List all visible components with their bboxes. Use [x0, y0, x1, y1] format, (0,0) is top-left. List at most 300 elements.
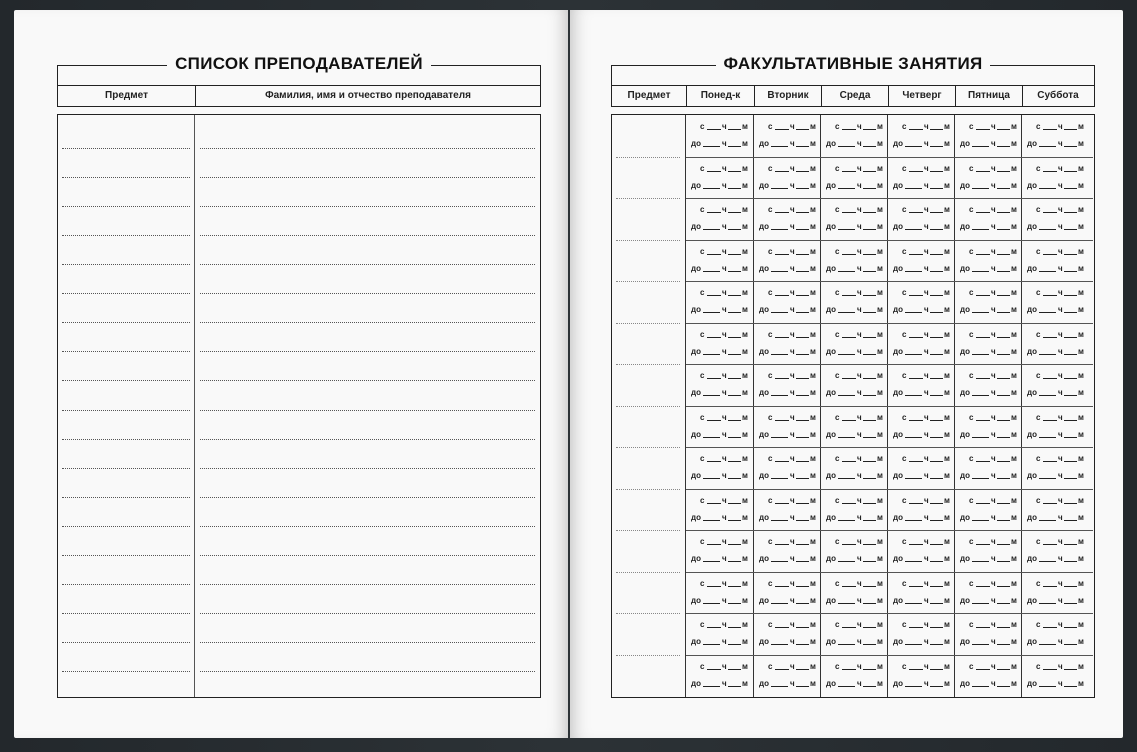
minutes-blank[interactable]	[728, 330, 741, 338]
hours-blank[interactable]	[842, 413, 856, 421]
minutes-blank[interactable]	[863, 247, 876, 255]
minutes-blank[interactable]	[796, 205, 809, 213]
elective-time-slot[interactable]	[956, 157, 1021, 199]
hours-blank[interactable]	[838, 430, 855, 438]
minutes-blank[interactable]	[863, 205, 876, 213]
hours-blank[interactable]	[905, 264, 922, 272]
hours-blank[interactable]	[707, 330, 721, 338]
elective-time-slot[interactable]	[956, 406, 1021, 448]
hours-blank[interactable]	[707, 288, 721, 296]
hours-blank[interactable]	[771, 596, 788, 604]
hours-blank[interactable]	[842, 164, 856, 172]
minutes-blank[interactable]	[930, 679, 943, 687]
minutes-blank[interactable]	[1064, 371, 1077, 379]
minutes-blank[interactable]	[728, 537, 741, 545]
minutes-blank[interactable]	[728, 264, 741, 272]
minutes-blank[interactable]	[728, 620, 741, 628]
elective-time-slot[interactable]	[755, 240, 820, 282]
hours-blank[interactable]	[703, 637, 720, 645]
hours-blank[interactable]	[842, 662, 856, 670]
minutes-blank[interactable]	[930, 554, 943, 562]
hours-blank[interactable]	[707, 413, 721, 421]
minutes-blank[interactable]	[863, 554, 876, 562]
minutes-blank[interactable]	[1064, 347, 1077, 355]
elective-time-slot[interactable]	[889, 613, 954, 655]
minutes-blank[interactable]	[863, 222, 876, 230]
minutes-blank[interactable]	[1064, 430, 1077, 438]
hours-blank[interactable]	[972, 430, 989, 438]
minutes-blank[interactable]	[863, 330, 876, 338]
elective-time-slot[interactable]	[822, 281, 887, 323]
minutes-blank[interactable]	[796, 347, 809, 355]
elective-time-slot[interactable]	[687, 530, 753, 572]
minutes-blank[interactable]	[930, 388, 943, 396]
hours-blank[interactable]	[972, 181, 989, 189]
minutes-blank[interactable]	[997, 596, 1010, 604]
minutes-blank[interactable]	[796, 637, 809, 645]
minutes-blank[interactable]	[997, 620, 1010, 628]
hours-blank[interactable]	[703, 430, 720, 438]
hours-blank[interactable]	[703, 596, 720, 604]
minutes-blank[interactable]	[863, 620, 876, 628]
minutes-blank[interactable]	[863, 164, 876, 172]
minutes-blank[interactable]	[1064, 164, 1077, 172]
hours-blank[interactable]	[905, 139, 922, 147]
elective-time-slot[interactable]	[822, 655, 887, 697]
hours-blank[interactable]	[905, 347, 922, 355]
hours-blank[interactable]	[976, 122, 990, 130]
elective-time-slot[interactable]	[1023, 489, 1092, 531]
elective-time-slot[interactable]	[687, 655, 753, 697]
minutes-blank[interactable]	[796, 305, 809, 313]
elective-time-slot[interactable]	[755, 157, 820, 199]
elective-time-slot[interactable]	[755, 281, 820, 323]
minutes-blank[interactable]	[796, 537, 809, 545]
hours-blank[interactable]	[707, 620, 721, 628]
hours-blank[interactable]	[976, 247, 990, 255]
elective-time-slot[interactable]	[956, 115, 1021, 157]
hours-blank[interactable]	[775, 247, 789, 255]
hours-blank[interactable]	[976, 579, 990, 587]
hours-blank[interactable]	[1039, 264, 1056, 272]
elective-time-slot[interactable]	[1023, 323, 1092, 365]
hours-blank[interactable]	[905, 388, 922, 396]
hours-blank[interactable]	[771, 222, 788, 230]
elective-time-slot[interactable]	[822, 572, 887, 614]
minutes-blank[interactable]	[930, 247, 943, 255]
elective-time-slot[interactable]	[1023, 364, 1092, 406]
elective-time-slot[interactable]	[889, 364, 954, 406]
elective-time-slot[interactable]	[889, 157, 954, 199]
minutes-blank[interactable]	[997, 139, 1010, 147]
hours-blank[interactable]	[905, 471, 922, 479]
hours-blank[interactable]	[703, 305, 720, 313]
minutes-blank[interactable]	[863, 305, 876, 313]
hours-blank[interactable]	[976, 371, 990, 379]
minutes-blank[interactable]	[930, 288, 943, 296]
minutes-blank[interactable]	[1064, 537, 1077, 545]
minutes-blank[interactable]	[728, 122, 741, 130]
minutes-blank[interactable]	[728, 496, 741, 504]
hours-blank[interactable]	[707, 205, 721, 213]
hours-blank[interactable]	[1043, 662, 1057, 670]
elective-time-slot[interactable]	[755, 115, 820, 157]
minutes-blank[interactable]	[1064, 122, 1077, 130]
hours-blank[interactable]	[842, 122, 856, 130]
elective-time-slot[interactable]	[755, 489, 820, 531]
hours-blank[interactable]	[838, 388, 855, 396]
hours-blank[interactable]	[1043, 371, 1057, 379]
minutes-blank[interactable]	[997, 554, 1010, 562]
hours-blank[interactable]	[1039, 222, 1056, 230]
minutes-blank[interactable]	[1064, 388, 1077, 396]
minutes-blank[interactable]	[796, 413, 809, 421]
minutes-blank[interactable]	[728, 579, 741, 587]
hours-blank[interactable]	[771, 139, 788, 147]
elective-time-slot[interactable]	[1023, 157, 1092, 199]
elective-time-slot[interactable]	[822, 240, 887, 282]
hours-blank[interactable]	[1043, 330, 1057, 338]
elective-time-slot[interactable]	[956, 198, 1021, 240]
minutes-blank[interactable]	[997, 330, 1010, 338]
hours-blank[interactable]	[707, 454, 721, 462]
elective-time-slot[interactable]	[889, 323, 954, 365]
hours-blank[interactable]	[909, 413, 923, 421]
hours-blank[interactable]	[905, 554, 922, 562]
hours-blank[interactable]	[703, 347, 720, 355]
hours-blank[interactable]	[775, 620, 789, 628]
hours-blank[interactable]	[838, 347, 855, 355]
minutes-blank[interactable]	[930, 164, 943, 172]
minutes-blank[interactable]	[728, 305, 741, 313]
hours-blank[interactable]	[909, 247, 923, 255]
hours-blank[interactable]	[703, 513, 720, 521]
minutes-blank[interactable]	[728, 662, 741, 670]
minutes-blank[interactable]	[796, 496, 809, 504]
minutes-blank[interactable]	[930, 413, 943, 421]
minutes-blank[interactable]	[863, 662, 876, 670]
hours-blank[interactable]	[905, 430, 922, 438]
hours-blank[interactable]	[1043, 164, 1057, 172]
minutes-blank[interactable]	[997, 164, 1010, 172]
elective-time-slot[interactable]	[822, 447, 887, 489]
hours-blank[interactable]	[838, 264, 855, 272]
minutes-blank[interactable]	[1064, 679, 1077, 687]
minutes-blank[interactable]	[728, 222, 741, 230]
elective-time-slot[interactable]	[889, 406, 954, 448]
minutes-blank[interactable]	[1064, 662, 1077, 670]
elective-time-slot[interactable]	[822, 198, 887, 240]
hours-blank[interactable]	[909, 164, 923, 172]
hours-blank[interactable]	[972, 305, 989, 313]
minutes-blank[interactable]	[863, 513, 876, 521]
hours-blank[interactable]	[1043, 413, 1057, 421]
hours-blank[interactable]	[905, 637, 922, 645]
minutes-blank[interactable]	[728, 413, 741, 421]
minutes-blank[interactable]	[796, 620, 809, 628]
hours-blank[interactable]	[909, 662, 923, 670]
hours-blank[interactable]	[707, 579, 721, 587]
minutes-blank[interactable]	[728, 247, 741, 255]
elective-time-slot[interactable]	[889, 530, 954, 572]
minutes-blank[interactable]	[863, 388, 876, 396]
elective-time-slot[interactable]	[1023, 613, 1092, 655]
minutes-blank[interactable]	[796, 471, 809, 479]
elective-time-slot[interactable]	[822, 364, 887, 406]
minutes-blank[interactable]	[1064, 620, 1077, 628]
minutes-blank[interactable]	[930, 371, 943, 379]
minutes-blank[interactable]	[930, 139, 943, 147]
hours-blank[interactable]	[842, 247, 856, 255]
hours-blank[interactable]	[1043, 579, 1057, 587]
hours-blank[interactable]	[703, 181, 720, 189]
elective-time-slot[interactable]	[889, 240, 954, 282]
minutes-blank[interactable]	[863, 454, 876, 462]
minutes-blank[interactable]	[930, 205, 943, 213]
minutes-blank[interactable]	[930, 471, 943, 479]
hours-blank[interactable]	[771, 264, 788, 272]
elective-time-slot[interactable]	[755, 364, 820, 406]
elective-time-slot[interactable]	[687, 323, 753, 365]
elective-time-slot[interactable]	[755, 323, 820, 365]
hours-blank[interactable]	[842, 330, 856, 338]
hours-blank[interactable]	[972, 222, 989, 230]
minutes-blank[interactable]	[728, 454, 741, 462]
hours-blank[interactable]	[976, 620, 990, 628]
elective-time-slot[interactable]	[822, 323, 887, 365]
elective-time-slot[interactable]	[956, 530, 1021, 572]
elective-time-slot[interactable]	[822, 157, 887, 199]
hours-blank[interactable]	[1039, 430, 1056, 438]
hours-blank[interactable]	[842, 205, 856, 213]
minutes-blank[interactable]	[728, 513, 741, 521]
elective-time-slot[interactable]	[956, 323, 1021, 365]
minutes-blank[interactable]	[930, 222, 943, 230]
hours-blank[interactable]	[838, 637, 855, 645]
elective-time-slot[interactable]	[755, 572, 820, 614]
hours-blank[interactable]	[909, 620, 923, 628]
hours-blank[interactable]	[1043, 537, 1057, 545]
minutes-blank[interactable]	[997, 122, 1010, 130]
hours-blank[interactable]	[771, 471, 788, 479]
hours-blank[interactable]	[775, 122, 789, 130]
minutes-blank[interactable]	[796, 513, 809, 521]
hours-blank[interactable]	[838, 679, 855, 687]
hours-blank[interactable]	[972, 637, 989, 645]
minutes-blank[interactable]	[997, 181, 1010, 189]
elective-time-slot[interactable]	[755, 406, 820, 448]
hours-blank[interactable]	[775, 330, 789, 338]
minutes-blank[interactable]	[863, 496, 876, 504]
minutes-blank[interactable]	[1064, 413, 1077, 421]
minutes-blank[interactable]	[728, 205, 741, 213]
minutes-blank[interactable]	[997, 454, 1010, 462]
elective-time-slot[interactable]	[889, 447, 954, 489]
hours-blank[interactable]	[905, 181, 922, 189]
minutes-blank[interactable]	[1064, 181, 1077, 189]
elective-time-slot[interactable]	[687, 489, 753, 531]
hours-blank[interactable]	[909, 454, 923, 462]
minutes-blank[interactable]	[796, 662, 809, 670]
minutes-blank[interactable]	[863, 264, 876, 272]
hours-blank[interactable]	[771, 388, 788, 396]
hours-blank[interactable]	[838, 554, 855, 562]
minutes-blank[interactable]	[796, 139, 809, 147]
minutes-blank[interactable]	[997, 247, 1010, 255]
hours-blank[interactable]	[909, 122, 923, 130]
elective-time-slot[interactable]	[1023, 655, 1092, 697]
elective-time-slot[interactable]	[956, 613, 1021, 655]
minutes-blank[interactable]	[796, 181, 809, 189]
minutes-blank[interactable]	[728, 388, 741, 396]
minutes-blank[interactable]	[863, 122, 876, 130]
hours-blank[interactable]	[1043, 288, 1057, 296]
elective-time-slot[interactable]	[822, 115, 887, 157]
minutes-blank[interactable]	[997, 264, 1010, 272]
elective-time-slot[interactable]	[889, 655, 954, 697]
hours-blank[interactable]	[838, 305, 855, 313]
hours-blank[interactable]	[707, 496, 721, 504]
elective-time-slot[interactable]	[889, 115, 954, 157]
hours-blank[interactable]	[703, 264, 720, 272]
elective-time-slot[interactable]	[956, 364, 1021, 406]
hours-blank[interactable]	[703, 222, 720, 230]
hours-blank[interactable]	[976, 205, 990, 213]
hours-blank[interactable]	[1043, 454, 1057, 462]
minutes-blank[interactable]	[1064, 205, 1077, 213]
hours-blank[interactable]	[703, 388, 720, 396]
minutes-blank[interactable]	[997, 579, 1010, 587]
elective-time-slot[interactable]	[956, 447, 1021, 489]
hours-blank[interactable]	[905, 596, 922, 604]
elective-time-slot[interactable]	[1023, 240, 1092, 282]
minutes-blank[interactable]	[796, 596, 809, 604]
elective-time-slot[interactable]	[1023, 572, 1092, 614]
hours-blank[interactable]	[771, 305, 788, 313]
hours-blank[interactable]	[775, 371, 789, 379]
minutes-blank[interactable]	[863, 288, 876, 296]
minutes-blank[interactable]	[796, 264, 809, 272]
elective-time-slot[interactable]	[1023, 530, 1092, 572]
hours-blank[interactable]	[842, 620, 856, 628]
hours-blank[interactable]	[972, 679, 989, 687]
minutes-blank[interactable]	[997, 288, 1010, 296]
minutes-blank[interactable]	[1064, 513, 1077, 521]
hours-blank[interactable]	[1043, 205, 1057, 213]
hours-blank[interactable]	[976, 413, 990, 421]
hours-blank[interactable]	[703, 679, 720, 687]
elective-time-slot[interactable]	[956, 489, 1021, 531]
hours-blank[interactable]	[1043, 496, 1057, 504]
minutes-blank[interactable]	[863, 347, 876, 355]
hours-blank[interactable]	[1039, 596, 1056, 604]
minutes-blank[interactable]	[1064, 139, 1077, 147]
hours-blank[interactable]	[842, 454, 856, 462]
hours-blank[interactable]	[1039, 679, 1056, 687]
hours-blank[interactable]	[976, 496, 990, 504]
hours-blank[interactable]	[1039, 637, 1056, 645]
minutes-blank[interactable]	[997, 496, 1010, 504]
minutes-blank[interactable]	[997, 537, 1010, 545]
minutes-blank[interactable]	[1064, 288, 1077, 296]
minutes-blank[interactable]	[997, 371, 1010, 379]
hours-blank[interactable]	[771, 513, 788, 521]
minutes-blank[interactable]	[728, 164, 741, 172]
hours-blank[interactable]	[909, 205, 923, 213]
hours-blank[interactable]	[972, 513, 989, 521]
elective-time-slot[interactable]	[889, 572, 954, 614]
hours-blank[interactable]	[976, 164, 990, 172]
elective-time-slot[interactable]	[1023, 406, 1092, 448]
elective-time-slot[interactable]	[956, 281, 1021, 323]
minutes-blank[interactable]	[863, 413, 876, 421]
hours-blank[interactable]	[976, 662, 990, 670]
elective-time-slot[interactable]	[755, 447, 820, 489]
minutes-blank[interactable]	[728, 139, 741, 147]
hours-blank[interactable]	[972, 471, 989, 479]
elective-time-slot[interactable]	[687, 406, 753, 448]
hours-blank[interactable]	[909, 537, 923, 545]
hours-blank[interactable]	[838, 222, 855, 230]
hours-blank[interactable]	[707, 537, 721, 545]
hours-blank[interactable]	[1039, 554, 1056, 562]
elective-time-slot[interactable]	[956, 572, 1021, 614]
minutes-blank[interactable]	[863, 579, 876, 587]
hours-blank[interactable]	[838, 596, 855, 604]
hours-blank[interactable]	[1039, 305, 1056, 313]
minutes-blank[interactable]	[728, 181, 741, 189]
hours-blank[interactable]	[707, 122, 721, 130]
minutes-blank[interactable]	[1064, 222, 1077, 230]
hours-blank[interactable]	[771, 637, 788, 645]
minutes-blank[interactable]	[930, 454, 943, 462]
hours-blank[interactable]	[976, 537, 990, 545]
minutes-blank[interactable]	[930, 264, 943, 272]
hours-blank[interactable]	[771, 347, 788, 355]
hours-blank[interactable]	[1043, 122, 1057, 130]
hours-blank[interactable]	[842, 288, 856, 296]
elective-time-slot[interactable]	[956, 240, 1021, 282]
hours-blank[interactable]	[1043, 247, 1057, 255]
minutes-blank[interactable]	[796, 679, 809, 687]
hours-blank[interactable]	[1039, 347, 1056, 355]
hours-blank[interactable]	[1039, 471, 1056, 479]
minutes-blank[interactable]	[930, 596, 943, 604]
elective-time-slot[interactable]	[889, 198, 954, 240]
minutes-blank[interactable]	[1064, 330, 1077, 338]
minutes-blank[interactable]	[796, 247, 809, 255]
hours-blank[interactable]	[842, 579, 856, 587]
elective-time-slot[interactable]	[755, 530, 820, 572]
hours-blank[interactable]	[905, 305, 922, 313]
minutes-blank[interactable]	[997, 222, 1010, 230]
minutes-blank[interactable]	[1064, 496, 1077, 504]
minutes-blank[interactable]	[1064, 454, 1077, 462]
hours-blank[interactable]	[976, 288, 990, 296]
hours-blank[interactable]	[1039, 388, 1056, 396]
hours-blank[interactable]	[838, 471, 855, 479]
minutes-blank[interactable]	[1064, 471, 1077, 479]
hours-blank[interactable]	[771, 430, 788, 438]
minutes-blank[interactable]	[997, 388, 1010, 396]
elective-time-slot[interactable]	[755, 198, 820, 240]
elective-time-slot[interactable]	[1023, 281, 1092, 323]
elective-time-slot[interactable]	[889, 489, 954, 531]
minutes-blank[interactable]	[1064, 637, 1077, 645]
minutes-blank[interactable]	[796, 430, 809, 438]
minutes-blank[interactable]	[930, 330, 943, 338]
elective-time-slot[interactable]	[687, 157, 753, 199]
